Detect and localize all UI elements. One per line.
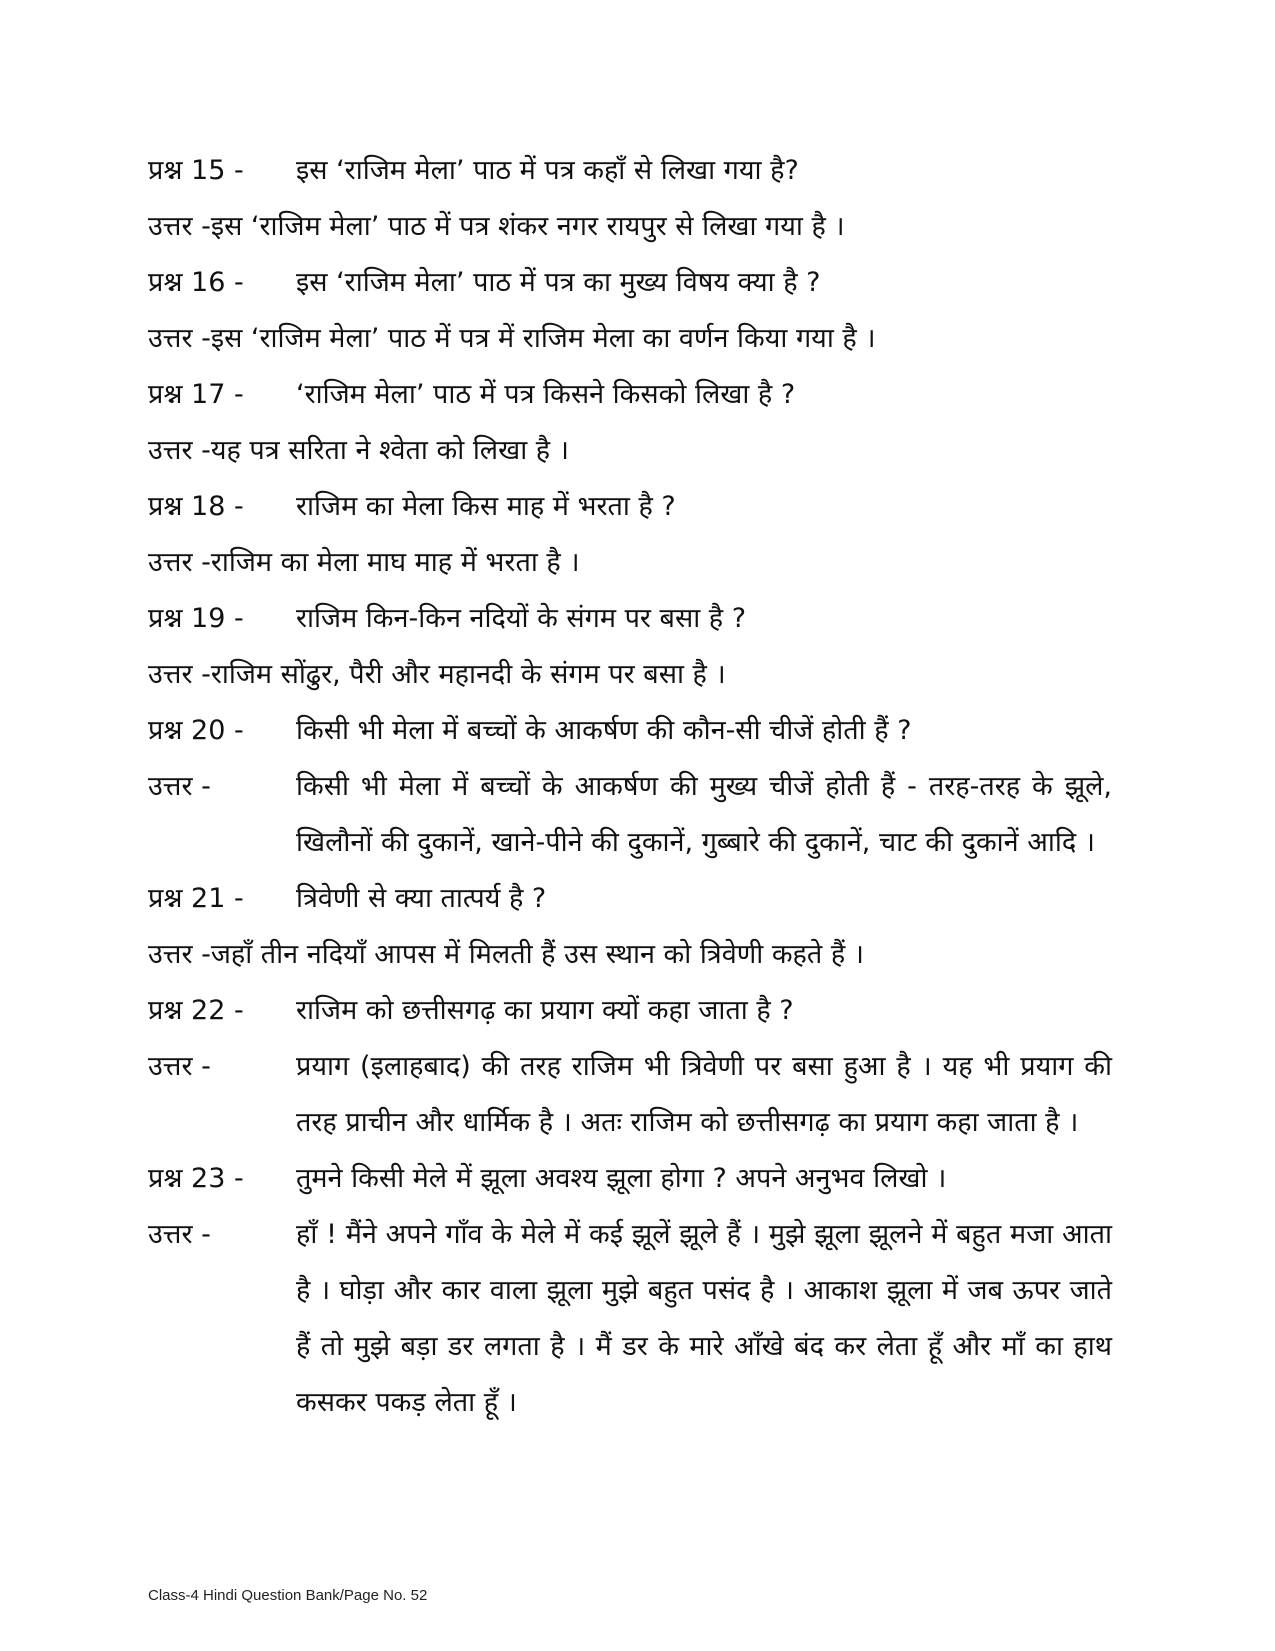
- answer-text: इस ‘राजिम मेला’ पाठ में पत्र में राजिम मेला का वर्णन किया गया है ।: [210, 323, 876, 354]
- question-label: प्रश्न 15 -: [148, 155, 244, 186]
- answer-label: उत्तर -: [148, 547, 211, 578]
- question-text: राजिम किन-किन नदियों के संगम पर बसा है ?: [296, 603, 747, 634]
- question-label: प्रश्न 19 -: [148, 603, 244, 634]
- answer-text: यह पत्र सरिता ने श्वेता को लिखा है ।: [210, 435, 569, 466]
- question-text: इस ‘राजिम मेला’ पाठ में पत्र का मुख्य विषय क्या है ?: [296, 267, 821, 298]
- answer-18: [148, 535, 1148, 591]
- answer-text: राजिम सोंढुर, पैरी और महानदी के संगम पर बसा है ।: [210, 659, 726, 690]
- answer-label: उत्तर -: [148, 435, 211, 466]
- question-text: किसी भी मेला में बच्चों के आकर्षण की कौन-सी चीजें होती हैं ?: [296, 715, 912, 746]
- answer-15: [148, 199, 1148, 255]
- question-22: [148, 983, 1148, 1039]
- question-label: प्रश्न 18 -: [148, 491, 244, 522]
- question-text: इस ‘राजिम मेला’ पाठ में पत्र कहाँ से लिखा गया है?: [296, 155, 799, 186]
- question-20: [148, 703, 1148, 759]
- answer-text: जहाँ तीन नदियाँ आपस में मिलती हैं उस स्थान को त्रिवेणी कहते हैं ।: [210, 939, 865, 970]
- question-text: ‘राजिम मेला’ पाठ में पत्र किसने किसको लिखा है ?: [296, 379, 796, 410]
- question-label: प्रश्न 22 -: [148, 995, 244, 1026]
- answer-17: [148, 423, 1148, 479]
- question-answer-list: [148, 143, 1148, 1431]
- question-text: राजिम का मेला किस माह में भरता है ?: [296, 491, 676, 522]
- answer-19: [148, 647, 1148, 703]
- page-footer: Class-4 Hindi Question Bank/Page No. 52: [148, 1587, 428, 1604]
- question-label: प्रश्न 20 -: [148, 715, 244, 746]
- answer-text: हाँ ! मैंने अपने गाँव के मेले में कई झूलें झूले हैं । मुझे झूला झूलने में बहुत मजा आता है । घोड़ा और कार वाला झूला मुझे बहुत पसंद है । आकाश झूला में जब ऊपर जाते हैं तो मुझे बड़ा डर लगता है । मैं डर के मारे आँखे बंद कर लेता हूँ और माँ का हाथ कसकर पकड़ लेता हूँ ।: [296, 1219, 1112, 1418]
- question-text: राजिम को छत्तीसगढ़ का प्रयाग क्यों कहा जाता है ?: [296, 995, 794, 1026]
- answer-label: उत्तर -: [148, 659, 211, 690]
- answer-label: उत्तर -: [148, 939, 211, 970]
- answer-21: [148, 927, 1148, 983]
- answer-label: उत्तर -: [148, 1051, 211, 1082]
- question-16: [148, 255, 1148, 311]
- question-17: [148, 367, 1148, 423]
- question-text: त्रिवेणी से क्या तात्पर्य है ?: [296, 883, 547, 914]
- answer-20: [148, 759, 1148, 871]
- answer-text: किसी भी मेला में बच्चों के आकर्षण की मुख्य चीजें होती हैं - तरह-तरह के झूले, खिलौनों की दुकानें, खाने-पीने की दुकानें, गुब्बारे की दुकानें, चाट की दुकानें आदि ।: [296, 771, 1112, 858]
- answer-22: [148, 1039, 1148, 1151]
- answer-text: इस ‘राजिम मेला’ पाठ में पत्र शंकर नगर रायपुर से लिखा गया है ।: [210, 211, 845, 242]
- answer-label: उत्तर -: [148, 211, 211, 242]
- question-23: [148, 1151, 1148, 1207]
- question-15: [148, 143, 1148, 199]
- question-label: प्रश्न 21 -: [148, 883, 244, 914]
- question-label: प्रश्न 16 -: [148, 267, 244, 298]
- answer-16: [148, 311, 1148, 367]
- answer-label: उत्तर -: [148, 1219, 211, 1250]
- answer-23: [148, 1207, 1148, 1431]
- answer-text: प्रयाग (इलाहबाद) की तरह राजिम भी त्रिवेणी पर बसा हुआ है । यह भी प्रयाग की तरह प्राचीन और धार्मिक है । अतः राजिम को छत्तीसगढ़ का प्रयाग कहा जाता है ।: [296, 1051, 1112, 1138]
- answer-text: राजिम का मेला माघ माह में भरता है ।: [210, 547, 580, 578]
- question-label: प्रश्न 23 -: [148, 1163, 244, 1194]
- question-21: [148, 871, 1148, 927]
- question-18: [148, 479, 1148, 535]
- answer-label: उत्तर -: [148, 323, 211, 354]
- question-label: प्रश्न 17 -: [148, 379, 244, 410]
- question-19: [148, 591, 1148, 647]
- answer-label: उत्तर -: [148, 771, 211, 802]
- question-text: तुमने किसी मेले में झूला अवश्य झूला होगा ? अपने अनुभव लिखो ।: [296, 1163, 947, 1194]
